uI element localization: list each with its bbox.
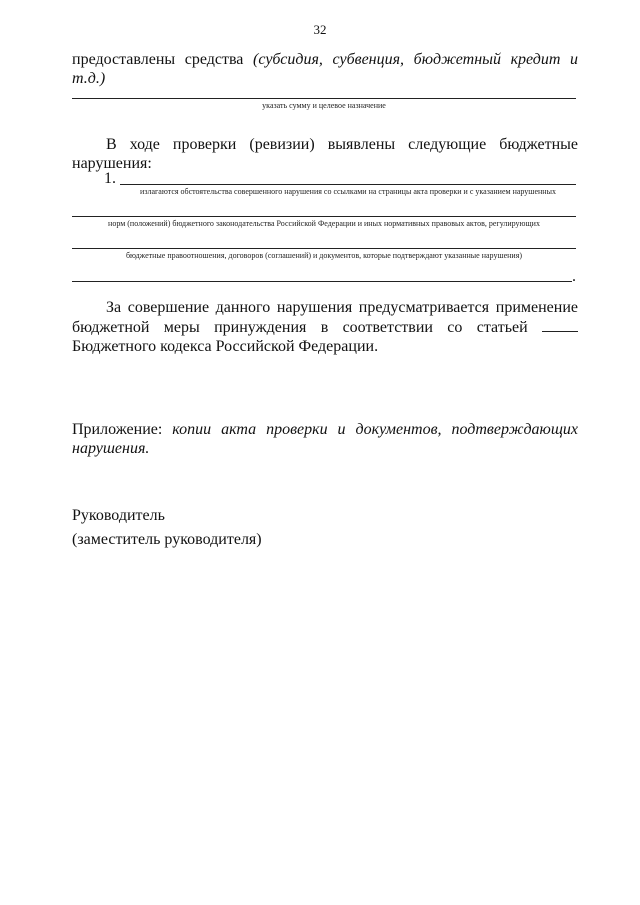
subsidy-caption: указать сумму и целевое назначение	[262, 101, 386, 110]
violation-fill-line-2	[72, 216, 576, 217]
measure-text-part1: За совершение данного нарушения предусматривается применение бюджетной меры принуждения в соответствии со статьей	[72, 299, 578, 336]
signature-title: Руководитель	[72, 507, 165, 524]
violation-fill-line-4	[72, 281, 572, 282]
subsidy-paragraph	[72, 50, 578, 88]
subsidy-fill-line	[72, 98, 576, 99]
violation-trailing-period: .	[572, 268, 576, 285]
violations-intro: В ходе проверки (ревизии) выявлены следующие бюджетные нарушения:	[72, 136, 578, 172]
attachment-label: Приложение:	[72, 421, 173, 438]
violation-caption-2: норм (положений) бюджетного законодательства Российской Федерации и иных нормативных правовых актов, регулирующих	[108, 219, 540, 228]
violation-fill-line-1	[120, 184, 576, 185]
measure-text-part2: Бюджетного кодекса Российской Федерации.	[72, 338, 379, 355]
signature-block	[72, 504, 262, 552]
page-number: 32	[313, 22, 327, 37]
article-number-blank	[542, 317, 578, 332]
violation-caption-1: излагаются обстоятельства совершенного нарушения со ссылками на страницы акта проверки и с указанием нарушенных	[140, 187, 556, 196]
violation-caption-3: бюджетные правоотношения, договоров (соглашений) и документов, которые подтверждают указанные нарушения)	[125, 251, 523, 260]
violation-item-number: 1.	[104, 170, 116, 187]
subsidy-italic-text: (субсидия, субвенция, бюджетный кредит и т.д.)	[72, 51, 578, 87]
measure-paragraph	[72, 298, 578, 356]
signature-subtitle: (заместитель руководителя)	[72, 531, 262, 548]
subsidy-lead-text: предоставлены средства	[72, 51, 253, 68]
violation-fill-line-3	[72, 248, 576, 249]
attachment-paragraph	[72, 420, 578, 458]
attachment-italic-text: копии акта проверки и документов, подтверждающих нарушения.	[72, 421, 579, 457]
